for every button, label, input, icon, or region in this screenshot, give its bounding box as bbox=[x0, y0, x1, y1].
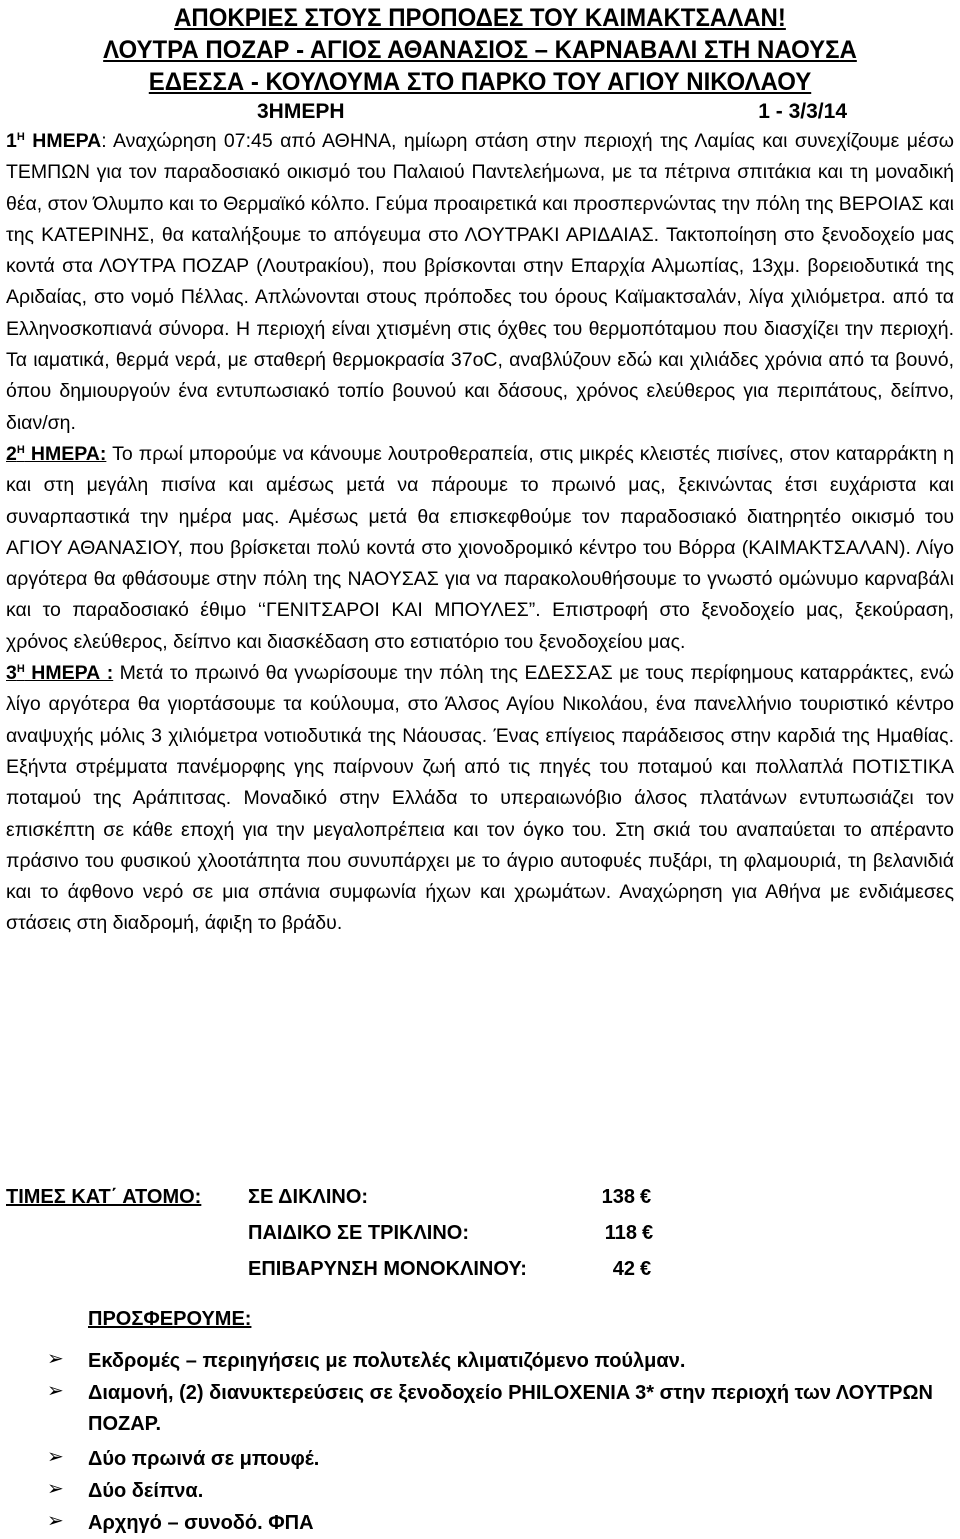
arrow-bullet-icon: ➢ bbox=[47, 1478, 64, 1500]
day-3-text: Μετά το πρωινό θα γνωρίσουμε την πόλη της ΕΔΕΣΣΑΣ με τους περίφημους καταρράκτες, ενώ λίγο αργότερα θα γιορτάσουμε τα κούλουμα, στο Άλσος Αγίου Νικολάου, ένα πανελλήνιο τουριστικό κέντρο αναψυχής μόλις 3 χιλιόμετρα νοτιοδυτικά της Νάουσας. Ένας επίγειος παράδεισος στην καρδιά της Ημαθίας. Εξήντα στρέμματα πανέμορφης γης παίρνουν ζωή από τις πηγές του ποταμού και πολλαπλά ΠΟΤΙΣΤΙΚΑ ποταμού της Αράπιτσας. Μοναδικό στην Ελλάδα το υπεραιωνόβιο άλσος πλατάνων εντυπωσιάζει τον επισκέπτη σε κάθε εποχή για την μεγαλοπρέπεια και τον όγκο του. Στη σκιά του αναπαύεται το απέραντο πράσινο του φυσικού χλοοτάπητα που συνυπάρχει με το άγριο αυτοφυές πυξάρι, τη φλαμουριά, τη βελανιδιά και το άφθονο νερό σε μια σπάνια συμφωνία ήχων και χρωμάτων. Αναχώρηση για Αθήνα με ενδιάμεσες στάσεις στη διαδρομή, άφιξη το βράδυ. bbox=[6, 662, 954, 935]
euro-icon: € bbox=[640, 1258, 652, 1280]
price-value-double: 138 bbox=[601, 1186, 635, 1208]
arrow-bullet-icon: ➢ bbox=[47, 1510, 64, 1532]
dates: 1 - 3/3/14 bbox=[758, 100, 847, 123]
title-line-3: ΕΔΕΣΣΑ - ΚΟΥΛΟΥΜΑ ΣΤΟ ΠΑΡΚΟ ΤΟΥ ΑΓΙΟΥ ΝΙΚΟΛΑΟΥ bbox=[148, 68, 812, 96]
price-value-child: 118 bbox=[604, 1222, 637, 1244]
day-1-text: Αναχώρηση 07:45 από ΑΘΗΝΑ, ημίωρη στάση στην περιοχή της Λαμίας και συνεχίζουμε μέσω ΤΕΜΠΩΝ για τον παραδοσιακό οικισμό του Παλαιού Παντελεήμωνα, με τα πέτρινα σπιτάκια και τη μοναδική θέα, στον Όλυμπο και το Θερμαϊκό κόλπο. Γεύμα προαιρετικά και προσπερνώντας την πόλη της ΒΕΡΟΙΑΣ και της ΚΑΤΕΡΙΝΗΣ, θα καταλήξουμε το απόγευμα στο ΛΟΥΤΡΑΚΙ ΑΡΙΔΑΙΑΣ. Τακτοποίηση στο ξενοδοχείο μας κοντά στα ΛΟΥΤΡΑ ΠΟΖΑΡ (Λουτρακίου), που βρίσκονται στην Επαρχία Αλμωπίας, 13χμ. βορειοδυτικά της Αριδαίας, στο νομό Πέλλας. Απλώνονται στους πρόποδες του όρους Καϊμακτσαλάν, λίγα χιλιόμετρα. από τα Ελληνοσκοπιανά σύνορα. Η περιοχή είναι χτισμένη στις όχθες του θερμοπόταμου που διασχίζει την περιοχή. Τα ιαματικά, θερμά νερά, με σταθερή θερμοκρασία 37oC, αναβλύζουν εδώ και χιλιάδες χρόνια από τα βουνό, όπου δημιουργούν ένα εντυπωσιακό τοπίο βουνού και δάσους, χρόνος ελεύθερος για περιπάτους, δείπνο, διαν/ση. bbox=[6, 130, 954, 434]
duration: 3ΗΜΕΡΗ bbox=[257, 100, 345, 123]
title-line-1: ΑΠΟΚΡΙΕΣ ΣΤΟΥΣ ΠΡΟΠΟΔΕΣ ΤΟΥ ΚΑΙΜΑΚΤΣΑΛΑΝ! bbox=[174, 4, 786, 32]
price-label-double: ΣΕ ΔΙΚΛΙΝΟ: bbox=[248, 1186, 369, 1208]
euro-icon: € bbox=[640, 1186, 652, 1208]
includes-heading: ΠΡΟΣΦΕΡΟΥΜΕ: bbox=[88, 1308, 252, 1330]
title-line-2: ΛΟΥΤΡΑ ΠΟΖΑΡ - ΑΓΙΟΣ ΑΘΑΝΑΣΙΟΣ – ΚΑΡΝΑΒΑΛΙ ΣΤΗ ΝΑΟΥΣΑ bbox=[103, 36, 857, 64]
day-1-paragraph: $1^H$ ΗΜΕΡΑ: Αναχώρηση 07:45 από ΑΘΗΝΑ, ημίωρη στάση στην περιοχή της Λαμίας και συνεχίζουμε μέσω ΤΕΜΠΩΝ για τον παραδοσιακό οικισμό του Παλαιού Παντελεήμωνα, με τα πέτρινα σπιτάκια και τη μοναδική θέα, στον Όλυμπο και το Θερμαϊκό κόλπο. Γεύμα προαιρετικά και προσπερνώντας την πόλη της ΒΕΡΟΙΑΣ και της ΚΑΤΕΡΙΝΗΣ, θα καταλήξουμε το απόγευμα στο ΛΟΥΤΡΑΚΙ ΑΡΙΔΑΙΑΣ. Τακτοποίηση στο ξενοδοχείο μας κοντά στα ΛΟΥΤΡΑ ΠΟΖΑΡ (Λουτρακίου), που βρίσκονται στην Επαρχία Αλμωπίας, 13χμ. βορειοδυτικά της Αριδαίας, στο νομό Πέλλας. Απλώνονται στους πρόποδες του όρους Καϊμακτσαλάν, λίγα χιλιόμετρα. από τα Ελληνοσκοπιανά σύνορα. Η περιοχή είναι χτισμένη στις όχθες του θερμοπόταμου που διασχίζει την περιοχή. Τα ιαματικά, θερμά νερά, με σταθερή θερμοκρασία 37oC, αναβλύζουν εδώ και χιλιάδες χρόνια από τα βουνό, όπου δημιουργούν ένα εντυπωσιακό τοπίο βουνού και δάσους, χρόνος ελεύθερος για περιπάτους, δείπνο, διαν/ση. bbox=[6, 130, 954, 434]
arrow-bullet-icon: ➢ bbox=[47, 1446, 64, 1468]
price-label-child: ΠΑΙΔΙΚΟ ΣΕ ΤΡΙΚΛΙΝΟ: bbox=[248, 1222, 470, 1244]
price-value-single: 42 bbox=[612, 1258, 635, 1280]
day-2-text: Το πρωί μπορούμε να κάνουμε λουτροθεραπεία, στις μικρές κλειστές πισίνες, στον καταρράκτη η και στη μεγάλη πισίνα και αμέσως μετά να πάρουμε το πρωινό μας, ξεκινώντας έτσι ευχάριστα και συναρπαστικά την ημέρα μας. Αμέσως μετά θα επισκεφθούμε τον παραδοσιακό διατηρητέο οικισμό του ΑΓΙΟΥ ΑΘΑΝΑΣΙΟΥ, που βρίσκεται πολύ κοντά στο χιονοδρομικό κέντρο του Βόρρα (ΚΑΙΜΑΚΤΣΑΛΑΝ). Λίγο αργότερα θα φθάσουμε στην πόλη της ΝΑΟΥΣΑΣ για να παρακολουθήσουμε το γνωστό ομώνυμο καρναβάλι και το παραδοσιακό έθιμο ‘‘ΓΕΝΙΤΣΑΡΟΙ ΚΑΙ ΜΠΟΥΛΕΣ”. Επιστροφή στο ξενοδοχείο μας, ξεκούραση, χρόνος ελεύθερος, δείπνο και διασκέδαση στο εστιατόριο του ξενοδοχείου μας. bbox=[6, 442, 954, 653]
prices-section bbox=[0, 1180, 960, 1290]
day-2-label: $2^H$ ΗΜΕΡΑ: bbox=[6, 442, 107, 465]
day-3-label: $3^H$ ΗΜΕΡΑ : bbox=[6, 662, 114, 685]
arrow-bullet-icon: ➢ bbox=[47, 1380, 64, 1402]
day-2-paragraph bbox=[6, 439, 954, 658]
day-1-label: $1^H$ ΗΜΕΡΑ bbox=[6, 130, 102, 152]
day-3-paragraph bbox=[6, 658, 954, 940]
duration-row bbox=[257, 98, 847, 126]
arrow-bullet-icon: ➢ bbox=[47, 1348, 64, 1370]
prices-heading: ΤΙΜΕΣ ΚΑΤ΄ ΑΤΟΜΟ: bbox=[6, 1186, 202, 1208]
euro-icon: € bbox=[642, 1222, 654, 1244]
price-label-single: ΕΠΙΒΑΡΥΝΣΗ ΜΟΝΟΚΛΙΝΟΥ: bbox=[248, 1258, 527, 1280]
